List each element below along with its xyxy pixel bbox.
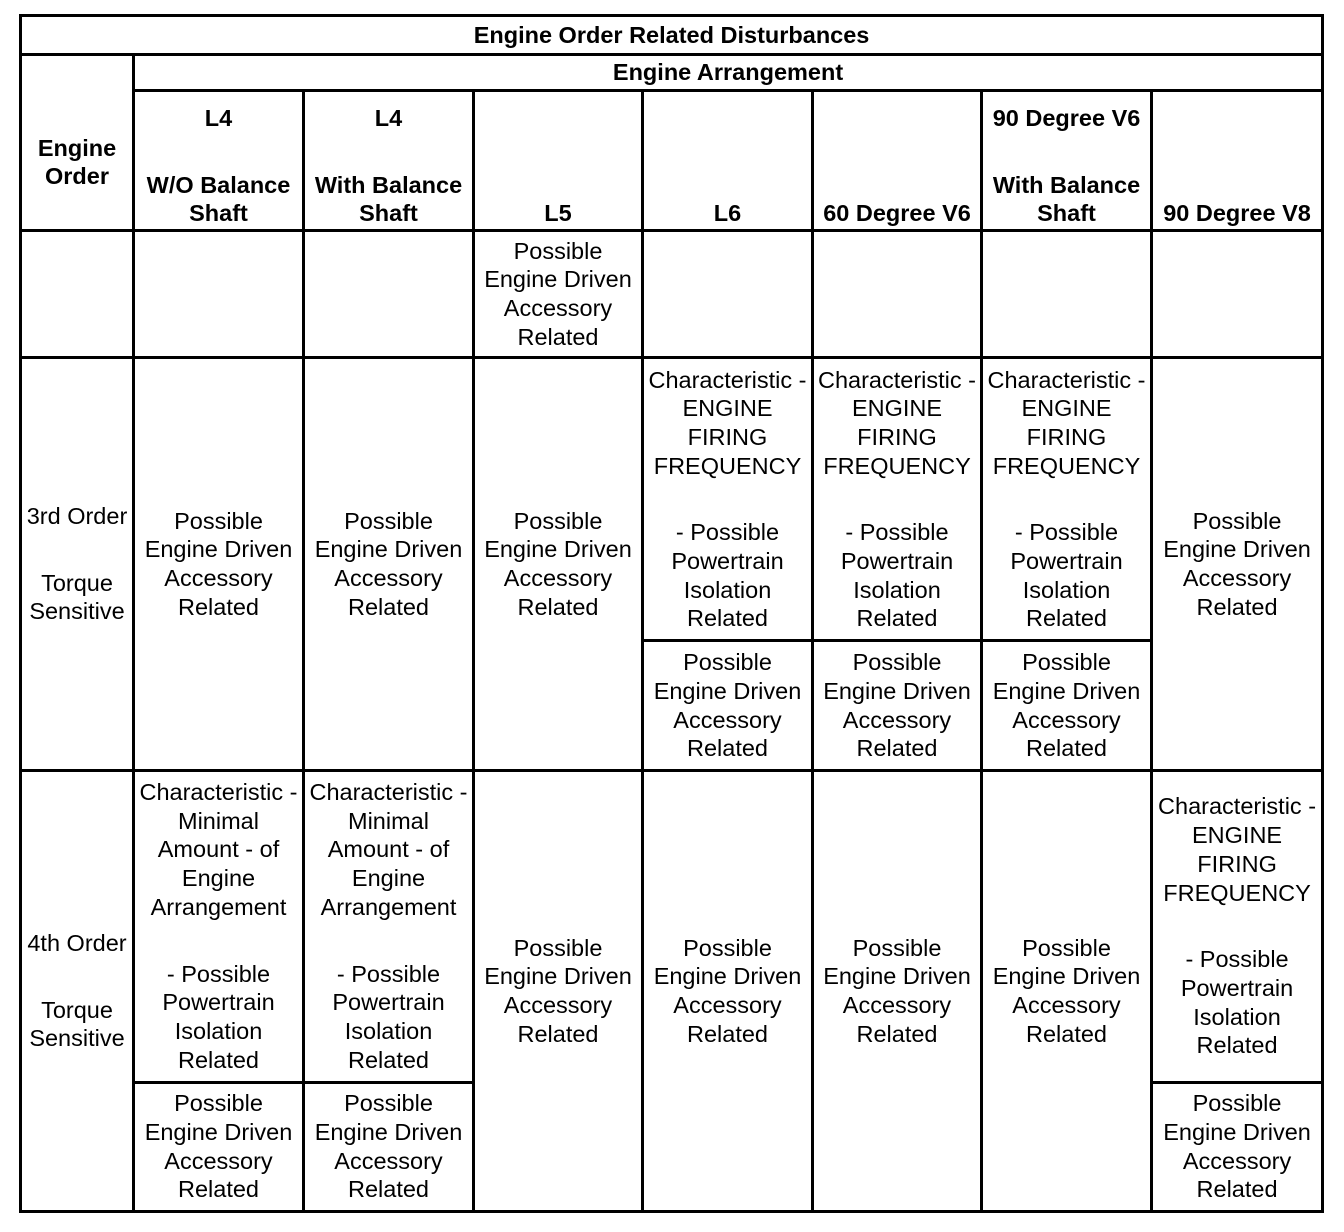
column-header-main: L6	[713, 200, 742, 227]
engine-order-table	[19, 14, 1324, 1213]
isolation-text: - Possible Powertrain Isolation Related	[332, 960, 445, 1073]
cell-3rd-l6-accessory: Possible Engine Driven Accessory Related	[643, 641, 813, 770]
order-label: 3rd Order	[26, 503, 128, 529]
characteristic-text: Characteristic - Minimal Amount - of Engine Arrangement	[139, 779, 298, 920]
cell-4th-l5-accessory: Possible Engine Driven Accessory Related	[474, 770, 643, 1211]
column-header-main: With Balance Shaft	[314, 171, 463, 227]
isolation-text: - Possible Powertrain Isolation Related	[1010, 519, 1123, 632]
cell-3rd-l5-accessory: Possible Engine Driven Accessory Related	[474, 358, 643, 771]
column-header-l6	[643, 91, 813, 231]
column-header-top: L4	[204, 104, 233, 131]
column-header-main: With Balance Shaft	[992, 171, 1141, 227]
disturbance-table-wrapper	[19, 14, 1321, 1213]
column-header-top: L4	[374, 104, 403, 131]
column-header-main: W/O Balance Shaft	[146, 171, 291, 227]
cell-4th-v8-characteristic	[1152, 770, 1323, 1082]
characteristic-text: Characteristic - ENGINE FIRING FREQUENCY	[1158, 793, 1317, 906]
cell-4th-l4-with-accessory: Possible Engine Driven Accessory Related	[304, 1082, 474, 1211]
characteristic-text: Characteristic - ENGINE FIRING FREQUENCY	[817, 366, 976, 479]
sensitivity-label: Torque Sensitive	[29, 996, 125, 1052]
cell-empty	[643, 230, 813, 357]
cell-4th-l4-wo-accessory: Possible Engine Driven Accessory Related	[134, 1082, 304, 1211]
cell-3rd-v6-90-characteristic	[982, 358, 1152, 641]
cell-3rd-v8-accessory: Possible Engine Driven Accessory Related	[1152, 358, 1323, 771]
cell-3rd-l4-wo-accessory: Possible Engine Driven Accessory Related	[134, 358, 304, 771]
engine-arrangement-header: Engine Arrangement	[134, 54, 1323, 91]
cell-3rd-v6-60-accessory: Possible Engine Driven Accessory Related	[813, 641, 982, 770]
characteristic-text: Characteristic - Minimal Amount - of Engine Arrangement	[309, 779, 468, 920]
isolation-text: - Possible Powertrain Isolation Related	[671, 519, 784, 632]
cell-3rd-l6-characteristic	[643, 358, 813, 641]
characteristic-text: Characteristic - ENGINE FIRING FREQUENCY	[987, 366, 1146, 479]
cell-4th-l4-wo-characteristic	[134, 770, 304, 1082]
cell-l5-accessory: Possible Engine Driven Accessory Related	[474, 230, 643, 357]
column-header-l4-wo-balance	[134, 91, 304, 231]
cell-3rd-l4-with-accessory: Possible Engine Driven Accessory Related	[304, 358, 474, 771]
sensitivity-label: Torque Sensitive	[29, 569, 125, 625]
table-title: Engine Order Related Disturbances	[21, 16, 1323, 55]
cell-4th-l6-accessory: Possible Engine Driven Accessory Related	[643, 770, 813, 1211]
cell-empty	[134, 230, 304, 357]
cell-4th-l4-with-characteristic	[304, 770, 474, 1082]
cell-empty	[982, 230, 1152, 357]
column-header-l4-with-balance	[304, 91, 474, 231]
row-label-4th-order	[21, 770, 134, 1211]
cell-4th-v6-60-accessory: Possible Engine Driven Accessory Related	[813, 770, 982, 1211]
cell-4th-v8-accessory: Possible Engine Driven Accessory Related	[1152, 1082, 1323, 1211]
cell-3rd-v6-90-accessory: Possible Engine Driven Accessory Related	[982, 641, 1152, 770]
column-header-90-degree-v6	[982, 91, 1152, 231]
column-header-main: 60 Degree V6	[823, 200, 971, 227]
cell-empty	[304, 230, 474, 357]
row-label-3rd-order	[21, 358, 134, 771]
column-header-main: 90 Degree V8	[1163, 200, 1311, 227]
cell-3rd-v6-60-characteristic	[813, 358, 982, 641]
engine-order-header: Engine Order	[21, 54, 134, 230]
column-header-90-degree-v8	[1152, 91, 1323, 231]
row-label-empty	[21, 230, 134, 357]
characteristic-text: Characteristic - ENGINE FIRING FREQUENCY	[648, 366, 807, 479]
column-header-60-degree-v6	[813, 91, 982, 231]
cell-empty	[1152, 230, 1323, 357]
column-header-top: 90 Degree V6	[992, 104, 1141, 131]
isolation-text: - Possible Powertrain Isolation Related	[162, 960, 275, 1073]
isolation-text: - Possible Powertrain Isolation Related	[1180, 946, 1294, 1059]
order-label: 4th Order	[27, 929, 127, 956]
column-header-l5	[474, 91, 643, 231]
cell-empty	[813, 230, 982, 357]
isolation-text: - Possible Powertrain Isolation Related	[840, 519, 954, 632]
cell-4th-v6-90-accessory: Possible Engine Driven Accessory Related	[982, 770, 1152, 1211]
column-header-main: L5	[544, 200, 572, 227]
